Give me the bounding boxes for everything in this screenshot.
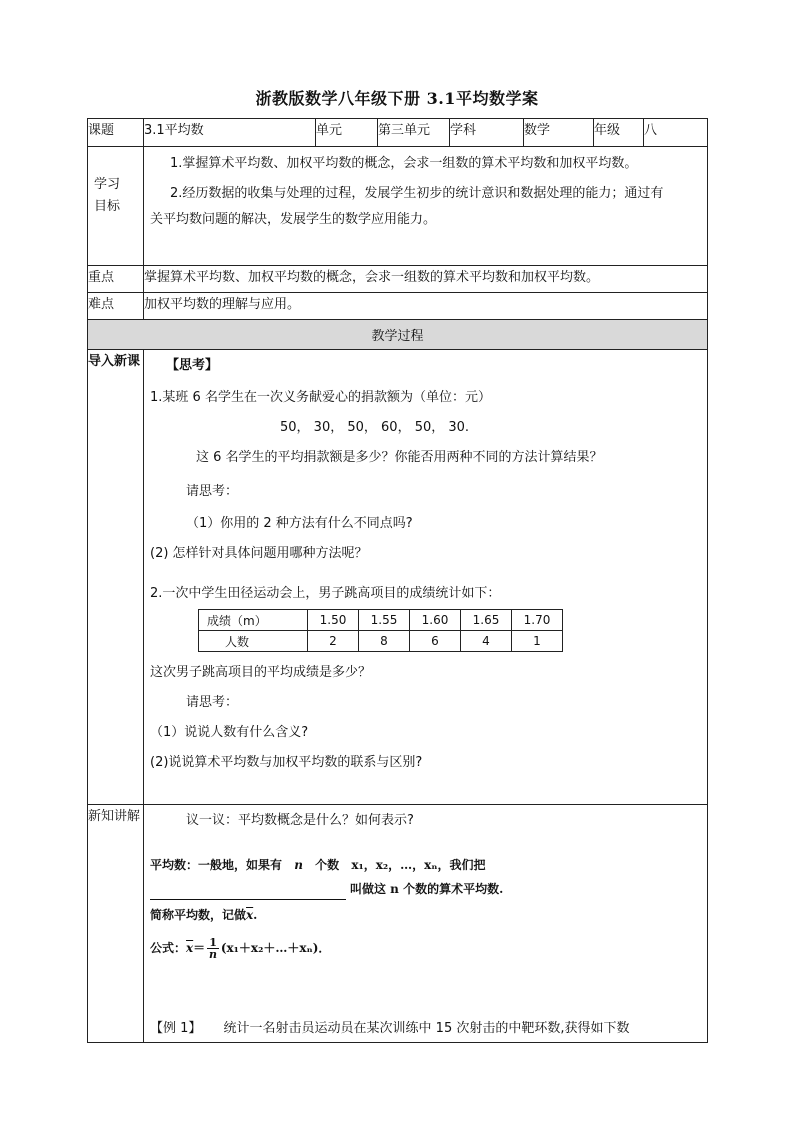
count-cell: 4 (461, 631, 512, 652)
subject-value: 数学 (524, 119, 594, 147)
topic-value: 3.1平均数 (144, 119, 316, 147)
difficulties-label: 难点 (88, 293, 144, 320)
question-1-sub1: （1）你用的 2 种方法有什么不同点吗? (186, 516, 413, 531)
x-bar-symbol: $\overline{x}$ (246, 908, 254, 922)
difficulties-text: 加权平均数的理解与应用。 (144, 293, 708, 320)
difficulties-row (88, 293, 708, 320)
unit-label: 单元 (316, 119, 378, 147)
definition-line-2: 叫做这 n 个数的算术平均数. (150, 878, 701, 900)
high-jump-score-table (198, 609, 563, 652)
process-header: 教学过程 (88, 320, 708, 350)
header-row (88, 119, 708, 147)
count-cell: 6 (410, 631, 461, 652)
intro-label: 导入新课 (88, 350, 144, 805)
intro-content (144, 350, 708, 805)
score-label: 成绩（m） (199, 610, 308, 631)
score-row (199, 610, 563, 631)
score-cell: 1.70 (512, 610, 563, 631)
goals-row (88, 147, 708, 266)
score-cell: 1.55 (359, 610, 410, 631)
score-cell: 1.50 (308, 610, 359, 631)
question-2: 2.一次中学生田径运动会上，男子跳高项目的成绩统计如下： (150, 586, 501, 601)
count-cell: 1 (512, 631, 563, 652)
question-1-sub2: (2) 怎样针对具体问题用哪种方法呢？ (150, 546, 368, 561)
topic-label: 课题 (88, 119, 144, 147)
score-cell: 1.65 (461, 610, 512, 631)
fraction: $\frac{1}{n}$ (209, 936, 218, 961)
please-think-2: 请思考： (186, 695, 239, 710)
count-row (199, 631, 563, 652)
new-knowledge-label: 新知讲解 (88, 805, 144, 1043)
formula-line: 公式：$\overline{x}=$ $\frac{1}{n}$ (x₁＋x₂＋…＋xₙ)． (150, 936, 331, 961)
new-knowledge-content (144, 805, 708, 1043)
key-points-label: 重点 (88, 266, 144, 293)
goal-item-2-line2: 关平均数问题的解决，发展学生的数学应用能力。 (150, 212, 437, 227)
please-think-1: 请思考： (186, 484, 239, 499)
count-cell: 2 (308, 631, 359, 652)
think-tag: 【思考】 (166, 358, 219, 373)
question-2-ask: 这次男子跳高项目的平均成绩是多少？ (150, 665, 372, 680)
discuss-prompt: 议一议：平均数概念是什么？如何表示? (186, 813, 414, 828)
unit-value: 第三单元 (378, 119, 450, 147)
process-header-row (88, 320, 708, 350)
intro-row (88, 350, 708, 805)
question-1-ask: 这 6 名学生的平均捐款额是多少？你能否用两种不同的方法计算结果？ (196, 450, 603, 465)
new-knowledge-row (88, 805, 708, 1043)
goals-content (144, 147, 708, 266)
question-1-data: 50， 30， 50， 60， 50， 30. (280, 420, 470, 435)
definition-line-3: 简称平均数，记做$\overline{x}$. (150, 908, 258, 922)
lesson-plan-table (87, 118, 708, 1043)
question-1: 1.某班 6 名学生在一次义务献爱心的捐款额为（单位：元） (150, 390, 491, 405)
count-cell: 8 (359, 631, 410, 652)
document-title: 浙教版数学八年级下册 3.1平均数学案 (255, 89, 539, 108)
example-1: 【例 1】 统计一名射击员运动员在某次训练中 15 次射击的中靶环数,获得如下数 (150, 1021, 630, 1036)
goals-label: 学习 目标 (88, 147, 144, 266)
definition-line-1: 平均数：一般地，如果有 n 个数 x₁，x₂，…，xₙ，我们把 (150, 858, 486, 872)
subject-label: 学科 (450, 119, 524, 147)
goal-item-1: 1.掌握算术平均数、加权平均数的概念，会求一组数的算术平均数和加权平均数。 (170, 156, 638, 171)
goal-item-2-line1: 2.经历数据的收集与处理的过程，发展学生初步的统计意识和数据处理的能力；通过有 (170, 186, 664, 201)
grade-value: 八 (644, 119, 708, 147)
question-2-sub2: (2)说说算术平均数与加权平均数的联系与区别? (150, 755, 423, 770)
key-points-text: 掌握算术平均数、加权平均数的概念，会求一组数的算术平均数和加权平均数。 (144, 266, 708, 293)
count-label: 人数 (199, 631, 308, 652)
question-2-sub1: （1）说说人数有什么含义? (150, 725, 309, 740)
fill-blank (150, 887, 346, 900)
grade-label: 年级 (594, 119, 644, 147)
key-points-row (88, 266, 708, 293)
score-cell: 1.60 (410, 610, 461, 631)
